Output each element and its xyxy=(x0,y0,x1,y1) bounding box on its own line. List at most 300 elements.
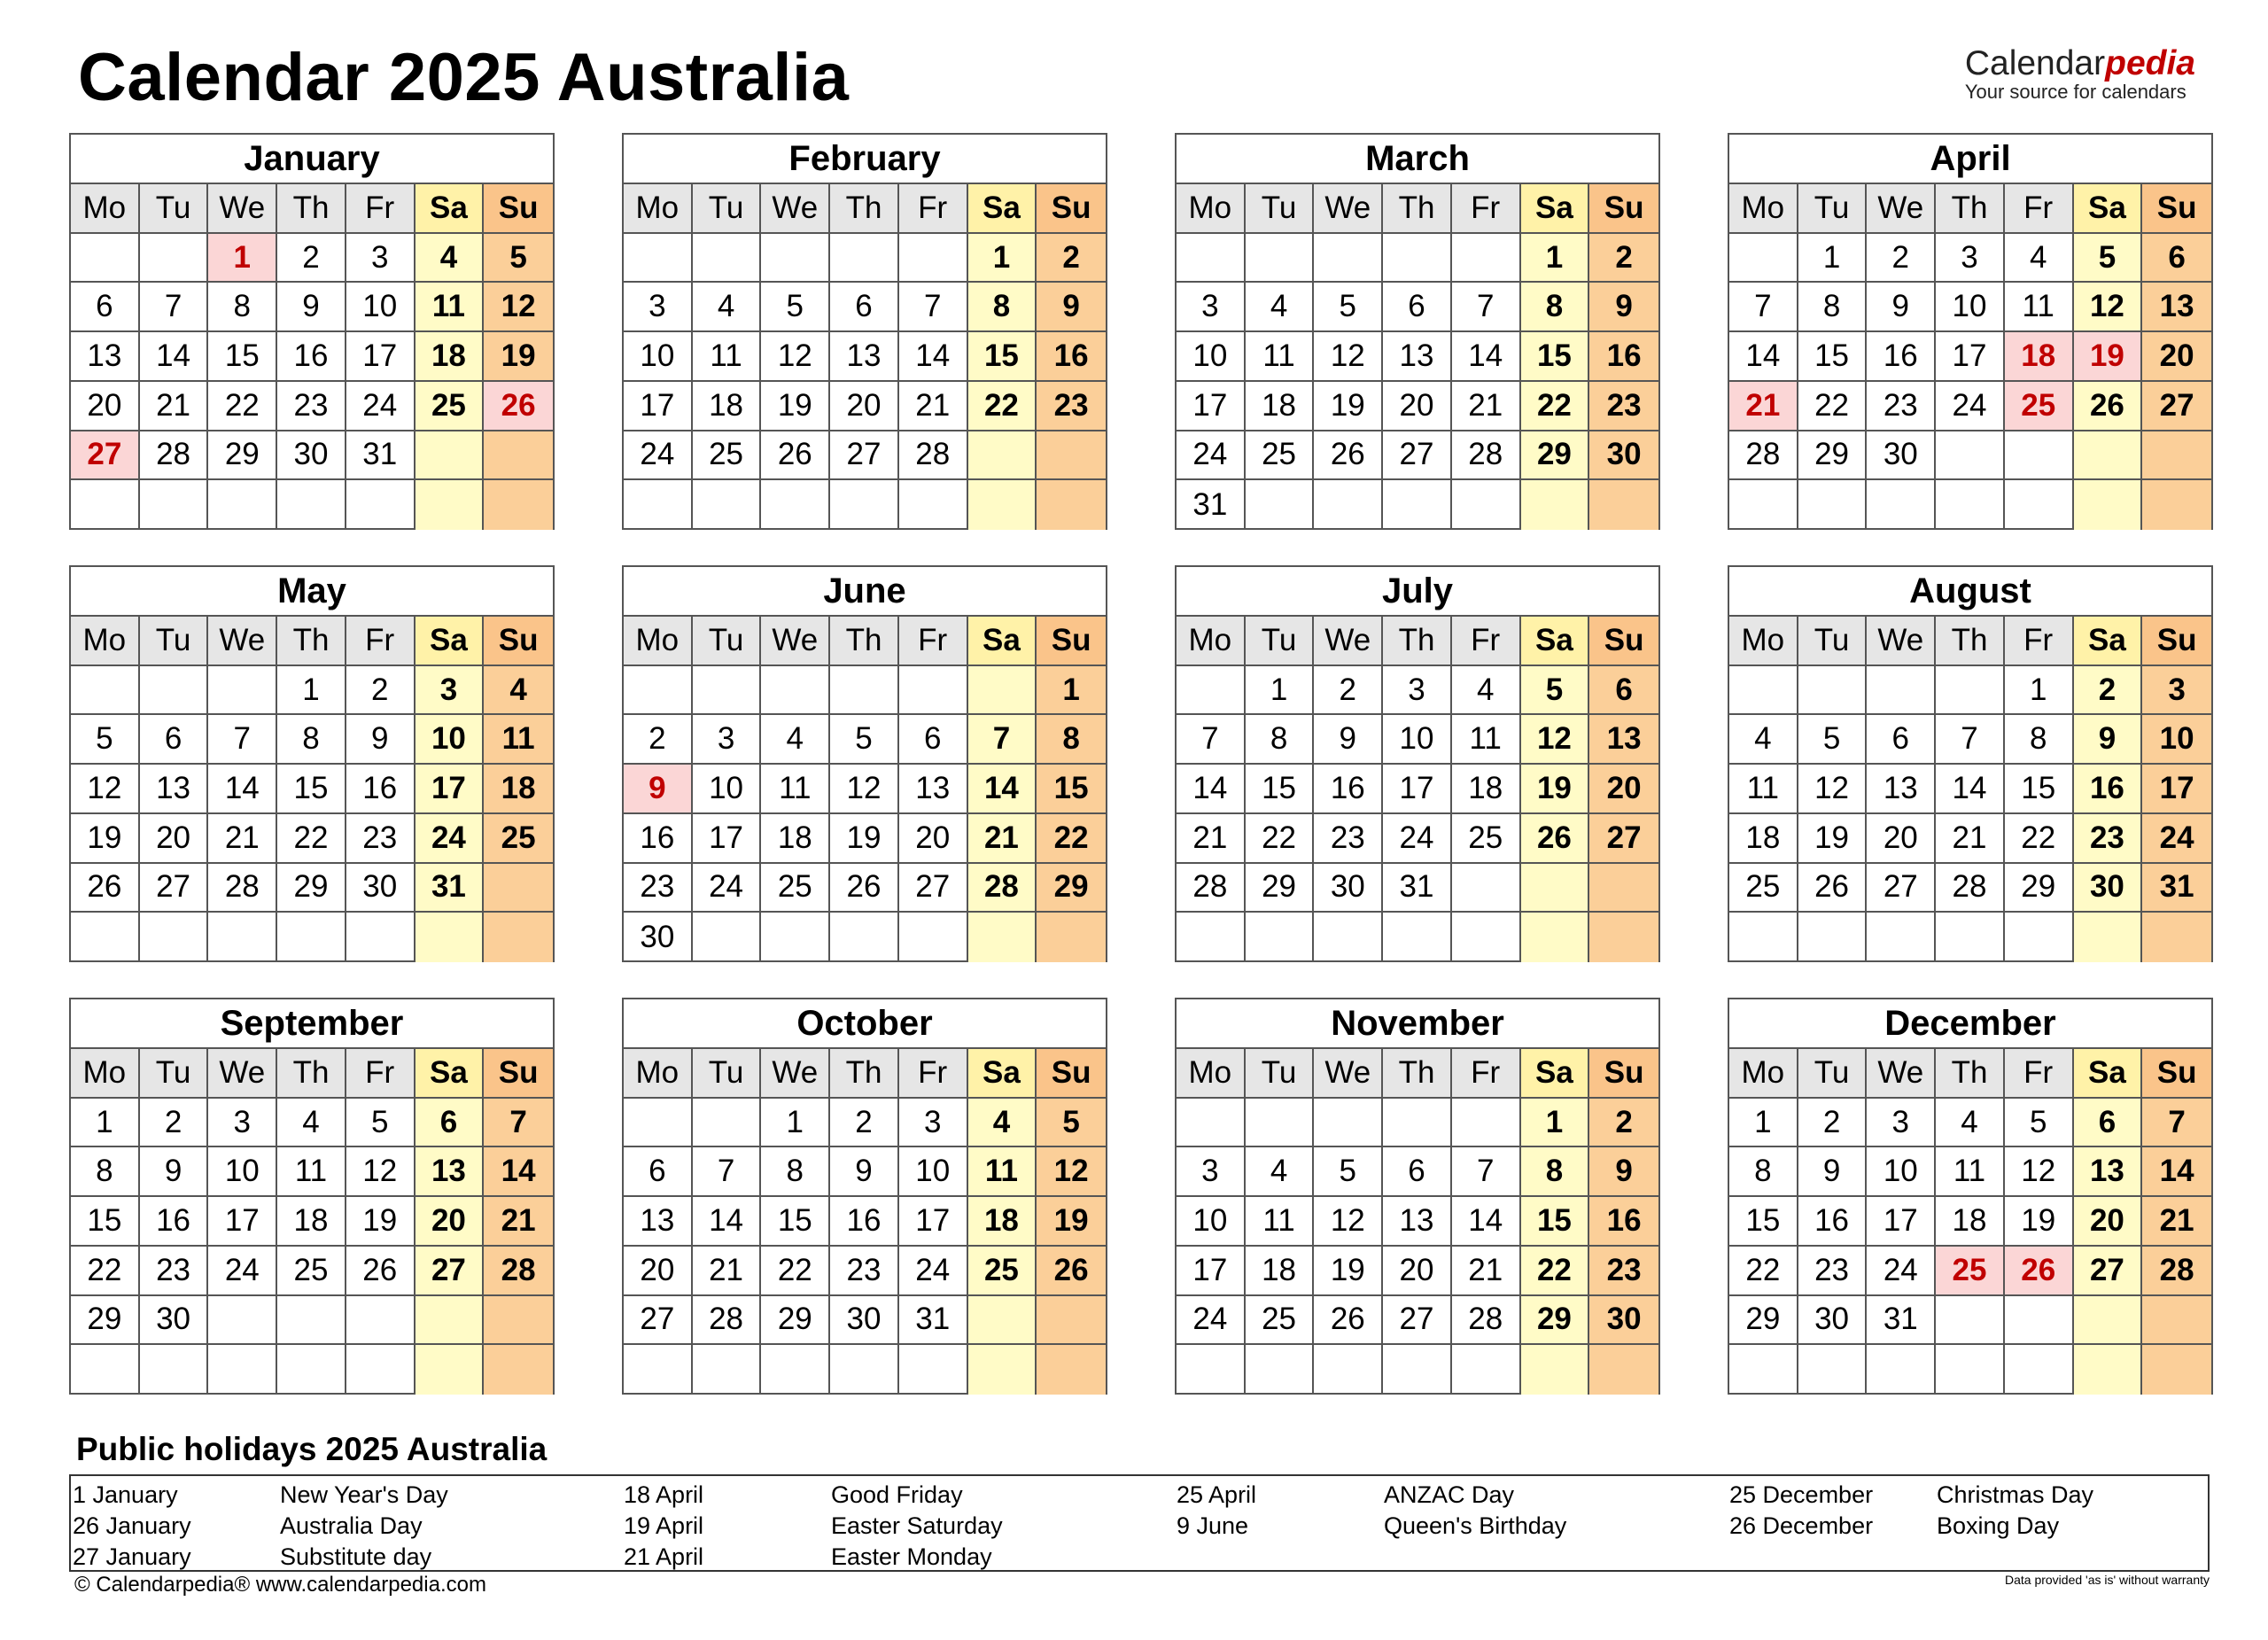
day-cell[interactable]: 16 xyxy=(277,332,346,382)
day-cell[interactable]: 3 xyxy=(693,715,762,765)
day-cell[interactable]: 9 xyxy=(346,715,416,765)
day-cell[interactable]: 27 xyxy=(140,864,209,913)
day-cell[interactable]: 19 xyxy=(1798,814,1868,864)
day-cell[interactable]: 2 xyxy=(1589,234,1658,284)
day-cell[interactable]: 14 xyxy=(693,1197,762,1247)
day-cell[interactable]: 13 xyxy=(830,332,899,382)
day-cell[interactable]: 29 xyxy=(71,1296,140,1346)
day-cell[interactable]: 30 xyxy=(1589,431,1658,481)
day-cell[interactable]: 27 xyxy=(1383,431,1452,481)
day-cell[interactable]: 6 xyxy=(2074,1099,2143,1148)
day-cell[interactable]: 19 xyxy=(761,382,830,431)
day-cell[interactable]: 31 xyxy=(416,864,485,913)
brand-logo[interactable] xyxy=(1965,44,2195,103)
day-cell[interactable]: 11 xyxy=(277,1147,346,1197)
day-cell[interactable]: 14 xyxy=(968,765,1037,814)
day-cell[interactable]: 16 xyxy=(624,814,693,864)
day-cell[interactable]: 17 xyxy=(1936,332,2005,382)
day-cell[interactable]: 8 xyxy=(761,1147,830,1197)
day-cell[interactable]: 22 xyxy=(1521,382,1590,431)
day-cell[interactable]: 8 xyxy=(968,283,1037,332)
day-cell[interactable]: 29 xyxy=(1521,431,1590,481)
day-cell[interactable]: 17 xyxy=(1383,765,1452,814)
day-cell[interactable]: 30 xyxy=(346,864,416,913)
day-cell[interactable]: 23 xyxy=(140,1247,209,1296)
day-cell[interactable]: 15 xyxy=(71,1197,140,1247)
day-cell[interactable]: 11 xyxy=(761,765,830,814)
day-cell[interactable]: 17 xyxy=(346,332,416,382)
day-cell[interactable]: 3 xyxy=(208,1099,277,1148)
day-cell[interactable]: 13 xyxy=(2142,283,2211,332)
day-cell[interactable]: 3 xyxy=(1177,283,1246,332)
day-cell[interactable]: 21 xyxy=(2142,1197,2211,1247)
day-cell[interactable]: 24 xyxy=(899,1247,968,1296)
day-cell[interactable]: 12 xyxy=(761,332,830,382)
day-cell[interactable]: 5 xyxy=(1798,715,1868,765)
day-cell[interactable]: 23 xyxy=(1798,1247,1868,1296)
day-cell[interactable]: 19 xyxy=(830,814,899,864)
day-cell[interactable]: 12 xyxy=(2074,283,2143,332)
day-cell[interactable]: 4 xyxy=(416,234,485,284)
day-cell[interactable]: 23 xyxy=(2074,814,2143,864)
day-cell[interactable]: 27 xyxy=(1867,864,1936,913)
day-cell[interactable]: 25 xyxy=(761,864,830,913)
day-cell[interactable]: 16 xyxy=(1798,1197,1868,1247)
day-cell[interactable]: 26 xyxy=(1798,864,1868,913)
day-cell[interactable]: 13 xyxy=(1867,765,1936,814)
day-cell[interactable]: 12 xyxy=(1314,332,1383,382)
day-cell[interactable]: 17 xyxy=(208,1197,277,1247)
day-cell[interactable]: 19 xyxy=(71,814,140,864)
day-cell[interactable]: 9 xyxy=(1314,715,1383,765)
day-cell[interactable]: 26 xyxy=(830,864,899,913)
day-cell[interactable]: 2 xyxy=(1037,234,1106,284)
day-cell[interactable]: 1 xyxy=(1037,666,1106,716)
day-cell[interactable]: 6 xyxy=(624,1147,693,1197)
day-cell[interactable]: 13 xyxy=(2074,1147,2143,1197)
day-cell[interactable]: 1 xyxy=(277,666,346,716)
day-cell[interactable]: 19 xyxy=(2074,332,2143,382)
day-cell[interactable]: 6 xyxy=(830,283,899,332)
day-cell[interactable]: 16 xyxy=(1314,765,1383,814)
day-cell[interactable]: 18 xyxy=(277,1197,346,1247)
day-cell[interactable]: 5 xyxy=(2074,234,2143,284)
day-cell[interactable]: 24 xyxy=(1867,1247,1936,1296)
day-cell[interactable]: 28 xyxy=(968,864,1037,913)
day-cell[interactable]: 10 xyxy=(2142,715,2211,765)
day-cell[interactable]: 15 xyxy=(208,332,277,382)
day-cell[interactable]: 24 xyxy=(416,814,485,864)
day-cell[interactable]: 30 xyxy=(140,1296,209,1346)
day-cell[interactable]: 26 xyxy=(2074,382,2143,431)
day-cell[interactable]: 18 xyxy=(1936,1197,2005,1247)
day-cell[interactable]: 8 xyxy=(2005,715,2074,765)
day-cell[interactable]: 19 xyxy=(1037,1197,1106,1247)
day-cell[interactable]: 23 xyxy=(830,1247,899,1296)
day-cell[interactable]: 25 xyxy=(1936,1247,2005,1296)
day-cell[interactable]: 4 xyxy=(1729,715,1798,765)
day-cell[interactable]: 10 xyxy=(1177,1197,1246,1247)
day-cell[interactable]: 3 xyxy=(1177,1147,1246,1197)
day-cell[interactable]: 17 xyxy=(1177,382,1246,431)
day-cell[interactable]: 11 xyxy=(1452,715,1521,765)
day-cell[interactable]: 10 xyxy=(346,283,416,332)
day-cell[interactable]: 21 xyxy=(1729,382,1798,431)
day-cell[interactable]: 22 xyxy=(1521,1247,1590,1296)
day-cell[interactable]: 7 xyxy=(140,283,209,332)
day-cell[interactable]: 19 xyxy=(346,1197,416,1247)
day-cell[interactable]: 9 xyxy=(2074,715,2143,765)
day-cell[interactable]: 22 xyxy=(1246,814,1315,864)
day-cell[interactable]: 21 xyxy=(1177,814,1246,864)
day-cell[interactable]: 2 xyxy=(1798,1099,1868,1148)
day-cell[interactable]: 13 xyxy=(140,765,209,814)
day-cell[interactable]: 31 xyxy=(1383,864,1452,913)
day-cell[interactable]: 13 xyxy=(71,332,140,382)
day-cell[interactable]: 16 xyxy=(830,1197,899,1247)
day-cell[interactable]: 26 xyxy=(484,382,553,431)
day-cell[interactable]: 20 xyxy=(1867,814,1936,864)
day-cell[interactable]: 23 xyxy=(1037,382,1106,431)
day-cell[interactable]: 27 xyxy=(416,1247,485,1296)
day-cell[interactable]: 1 xyxy=(1798,234,1868,284)
day-cell[interactable]: 10 xyxy=(693,765,762,814)
day-cell[interactable]: 6 xyxy=(416,1099,485,1148)
day-cell[interactable]: 22 xyxy=(208,382,277,431)
day-cell[interactable]: 20 xyxy=(624,1247,693,1296)
day-cell[interactable]: 8 xyxy=(71,1147,140,1197)
day-cell[interactable]: 24 xyxy=(693,864,762,913)
day-cell[interactable]: 24 xyxy=(1383,814,1452,864)
day-cell[interactable]: 18 xyxy=(693,382,762,431)
day-cell[interactable]: 1 xyxy=(1521,1099,1590,1148)
day-cell[interactable]: 5 xyxy=(761,283,830,332)
day-cell[interactable]: 15 xyxy=(1037,765,1106,814)
day-cell[interactable]: 27 xyxy=(1383,1296,1452,1346)
day-cell[interactable]: 4 xyxy=(277,1099,346,1148)
day-cell[interactable]: 5 xyxy=(830,715,899,765)
day-cell[interactable]: 7 xyxy=(2142,1099,2211,1148)
day-cell[interactable]: 14 xyxy=(484,1147,553,1197)
day-cell[interactable]: 7 xyxy=(1936,715,2005,765)
day-cell[interactable]: 23 xyxy=(1314,814,1383,864)
day-cell[interactable]: 22 xyxy=(71,1247,140,1296)
day-cell[interactable]: 18 xyxy=(2005,332,2074,382)
day-cell[interactable]: 3 xyxy=(624,283,693,332)
day-cell[interactable]: 25 xyxy=(968,1247,1037,1296)
day-cell[interactable]: 16 xyxy=(140,1197,209,1247)
day-cell[interactable]: 18 xyxy=(416,332,485,382)
day-cell[interactable]: 24 xyxy=(346,382,416,431)
day-cell[interactable]: 7 xyxy=(208,715,277,765)
day-cell[interactable]: 28 xyxy=(1177,864,1246,913)
day-cell[interactable]: 31 xyxy=(346,431,416,481)
day-cell[interactable]: 3 xyxy=(1936,234,2005,284)
day-cell[interactable]: 17 xyxy=(2142,765,2211,814)
day-cell[interactable]: 9 xyxy=(1589,283,1658,332)
day-cell[interactable]: 25 xyxy=(484,814,553,864)
day-cell[interactable]: 20 xyxy=(140,814,209,864)
day-cell[interactable]: 27 xyxy=(899,864,968,913)
day-cell[interactable]: 30 xyxy=(830,1296,899,1346)
day-cell[interactable]: 12 xyxy=(2005,1147,2074,1197)
day-cell[interactable]: 29 xyxy=(1037,864,1106,913)
day-cell[interactable]: 25 xyxy=(277,1247,346,1296)
day-cell[interactable]: 3 xyxy=(346,234,416,284)
day-cell[interactable]: 21 xyxy=(208,814,277,864)
day-cell[interactable]: 5 xyxy=(1314,283,1383,332)
day-cell[interactable]: 29 xyxy=(2005,864,2074,913)
day-cell[interactable]: 16 xyxy=(2074,765,2143,814)
day-cell[interactable]: 15 xyxy=(1521,1197,1590,1247)
day-cell[interactable]: 6 xyxy=(899,715,968,765)
day-cell[interactable]: 17 xyxy=(899,1197,968,1247)
day-cell[interactable]: 2 xyxy=(140,1099,209,1148)
day-cell[interactable]: 5 xyxy=(71,715,140,765)
day-cell[interactable]: 15 xyxy=(761,1197,830,1247)
day-cell[interactable]: 8 xyxy=(1246,715,1315,765)
day-cell[interactable]: 12 xyxy=(484,283,553,332)
day-cell[interactable]: 20 xyxy=(899,814,968,864)
day-cell[interactable]: 9 xyxy=(1589,1147,1658,1197)
day-cell[interactable]: 17 xyxy=(624,382,693,431)
day-cell[interactable]: 13 xyxy=(899,765,968,814)
day-cell[interactable]: 27 xyxy=(830,431,899,481)
day-cell[interactable]: 13 xyxy=(1383,1197,1452,1247)
day-cell[interactable]: 27 xyxy=(2074,1247,2143,1296)
day-cell[interactable]: 2 xyxy=(277,234,346,284)
day-cell[interactable]: 18 xyxy=(1246,382,1315,431)
day-cell[interactable]: 24 xyxy=(208,1247,277,1296)
day-cell[interactable]: 27 xyxy=(624,1296,693,1346)
day-cell[interactable]: 24 xyxy=(1177,1296,1246,1346)
day-cell[interactable]: 21 xyxy=(693,1247,762,1296)
day-cell[interactable]: 16 xyxy=(1589,1197,1658,1247)
day-cell[interactable]: 22 xyxy=(1729,1247,1798,1296)
day-cell[interactable]: 31 xyxy=(2142,864,2211,913)
day-cell[interactable]: 7 xyxy=(1452,283,1521,332)
day-cell[interactable]: 21 xyxy=(484,1197,553,1247)
day-cell[interactable]: 10 xyxy=(208,1147,277,1197)
day-cell[interactable]: 19 xyxy=(2005,1197,2074,1247)
day-cell[interactable]: 17 xyxy=(416,765,485,814)
day-cell[interactable]: 1 xyxy=(71,1099,140,1148)
day-cell[interactable]: 9 xyxy=(140,1147,209,1197)
day-cell[interactable]: 8 xyxy=(1521,1147,1590,1197)
day-cell[interactable]: 5 xyxy=(1521,666,1590,716)
day-cell[interactable]: 11 xyxy=(1246,1197,1315,1247)
day-cell[interactable]: 22 xyxy=(277,814,346,864)
day-cell[interactable]: 17 xyxy=(1177,1247,1246,1296)
day-cell[interactable]: 3 xyxy=(1867,1099,1936,1148)
day-cell[interactable]: 6 xyxy=(1589,666,1658,716)
day-cell[interactable]: 7 xyxy=(484,1099,553,1148)
day-cell[interactable]: 24 xyxy=(1177,431,1246,481)
day-cell[interactable]: 15 xyxy=(968,332,1037,382)
day-cell[interactable]: 23 xyxy=(346,814,416,864)
day-cell[interactable]: 6 xyxy=(1867,715,1936,765)
day-cell[interactable]: 1 xyxy=(1246,666,1315,716)
day-cell[interactable]: 24 xyxy=(1936,382,2005,431)
day-cell[interactable]: 6 xyxy=(71,283,140,332)
day-cell[interactable]: 2 xyxy=(830,1099,899,1148)
day-cell[interactable]: 12 xyxy=(1521,715,1590,765)
day-cell[interactable]: 21 xyxy=(1452,382,1521,431)
day-cell[interactable]: 7 xyxy=(1729,283,1798,332)
day-cell[interactable]: 25 xyxy=(693,431,762,481)
day-cell[interactable]: 6 xyxy=(2142,234,2211,284)
day-cell[interactable]: 27 xyxy=(2142,382,2211,431)
day-cell[interactable]: 28 xyxy=(1452,1296,1521,1346)
day-cell[interactable]: 2 xyxy=(346,666,416,716)
day-cell[interactable]: 4 xyxy=(693,283,762,332)
day-cell[interactable]: 14 xyxy=(1936,765,2005,814)
day-cell[interactable]: 20 xyxy=(830,382,899,431)
day-cell[interactable]: 7 xyxy=(899,283,968,332)
day-cell[interactable]: 30 xyxy=(2074,864,2143,913)
day-cell[interactable]: 9 xyxy=(277,283,346,332)
day-cell[interactable]: 1 xyxy=(208,234,277,284)
day-cell[interactable]: 27 xyxy=(71,431,140,481)
day-cell[interactable]: 16 xyxy=(1589,332,1658,382)
day-cell[interactable]: 24 xyxy=(624,431,693,481)
day-cell[interactable]: 10 xyxy=(899,1147,968,1197)
day-cell[interactable]: 20 xyxy=(1383,1247,1452,1296)
day-cell[interactable]: 26 xyxy=(2005,1247,2074,1296)
day-cell[interactable]: 29 xyxy=(1246,864,1315,913)
day-cell[interactable]: 30 xyxy=(1589,1296,1658,1346)
day-cell[interactable]: 26 xyxy=(1037,1247,1106,1296)
day-cell[interactable]: 14 xyxy=(899,332,968,382)
day-cell[interactable]: 16 xyxy=(1867,332,1936,382)
day-cell[interactable]: 26 xyxy=(761,431,830,481)
day-cell[interactable]: 17 xyxy=(693,814,762,864)
day-cell[interactable]: 6 xyxy=(140,715,209,765)
day-cell[interactable]: 27 xyxy=(1589,814,1658,864)
day-cell[interactable]: 21 xyxy=(1452,1247,1521,1296)
day-cell[interactable]: 18 xyxy=(761,814,830,864)
day-cell[interactable]: 5 xyxy=(1037,1099,1106,1148)
day-cell[interactable]: 7 xyxy=(1452,1147,1521,1197)
day-cell[interactable]: 28 xyxy=(1729,431,1798,481)
day-cell[interactable]: 26 xyxy=(1521,814,1590,864)
day-cell[interactable]: 1 xyxy=(968,234,1037,284)
day-cell[interactable]: 8 xyxy=(1037,715,1106,765)
day-cell[interactable]: 30 xyxy=(624,913,693,962)
day-cell[interactable]: 12 xyxy=(1037,1147,1106,1197)
day-cell[interactable]: 8 xyxy=(208,283,277,332)
day-cell[interactable]: 28 xyxy=(693,1296,762,1346)
day-cell[interactable]: 8 xyxy=(1521,283,1590,332)
day-cell[interactable]: 22 xyxy=(968,382,1037,431)
day-cell[interactable]: 30 xyxy=(1867,431,1936,481)
day-cell[interactable]: 26 xyxy=(1314,431,1383,481)
day-cell[interactable]: 24 xyxy=(2142,814,2211,864)
day-cell[interactable]: 8 xyxy=(1729,1147,1798,1197)
day-cell[interactable]: 5 xyxy=(2005,1099,2074,1148)
day-cell[interactable]: 8 xyxy=(277,715,346,765)
day-cell[interactable]: 21 xyxy=(899,382,968,431)
day-cell[interactable]: 28 xyxy=(1936,864,2005,913)
day-cell[interactable]: 11 xyxy=(1729,765,1798,814)
day-cell[interactable]: 4 xyxy=(1246,283,1315,332)
day-cell[interactable]: 30 xyxy=(277,431,346,481)
day-cell[interactable]: 19 xyxy=(1314,382,1383,431)
day-cell[interactable]: 20 xyxy=(1589,765,1658,814)
day-cell[interactable]: 15 xyxy=(1798,332,1868,382)
day-cell[interactable]: 25 xyxy=(416,382,485,431)
day-cell[interactable]: 14 xyxy=(1452,332,1521,382)
day-cell[interactable]: 10 xyxy=(624,332,693,382)
day-cell[interactable]: 9 xyxy=(624,765,693,814)
day-cell[interactable]: 20 xyxy=(71,382,140,431)
day-cell[interactable]: 23 xyxy=(1589,1247,1658,1296)
day-cell[interactable]: 4 xyxy=(1246,1147,1315,1197)
day-cell[interactable]: 28 xyxy=(208,864,277,913)
day-cell[interactable]: 8 xyxy=(1798,283,1868,332)
day-cell[interactable]: 31 xyxy=(899,1296,968,1346)
day-cell[interactable]: 31 xyxy=(1177,480,1246,530)
day-cell[interactable]: 2 xyxy=(624,715,693,765)
day-cell[interactable]: 4 xyxy=(1936,1099,2005,1148)
day-cell[interactable]: 11 xyxy=(1936,1147,2005,1197)
day-cell[interactable]: 14 xyxy=(1729,332,1798,382)
day-cell[interactable]: 29 xyxy=(1521,1296,1590,1346)
day-cell[interactable]: 2 xyxy=(2074,666,2143,716)
day-cell[interactable]: 9 xyxy=(1798,1147,1868,1197)
day-cell[interactable]: 19 xyxy=(1521,765,1590,814)
day-cell[interactable]: 7 xyxy=(968,715,1037,765)
day-cell[interactable]: 7 xyxy=(693,1147,762,1197)
day-cell[interactable]: 17 xyxy=(1867,1197,1936,1247)
day-cell[interactable]: 22 xyxy=(2005,814,2074,864)
day-cell[interactable]: 14 xyxy=(2142,1147,2211,1197)
day-cell[interactable]: 23 xyxy=(1867,382,1936,431)
day-cell[interactable]: 20 xyxy=(1383,382,1452,431)
day-cell[interactable]: 4 xyxy=(1452,666,1521,716)
day-cell[interactable]: 2 xyxy=(1867,234,1936,284)
day-cell[interactable]: 15 xyxy=(277,765,346,814)
day-cell[interactable]: 9 xyxy=(830,1147,899,1197)
day-cell[interactable]: 20 xyxy=(2142,332,2211,382)
day-cell[interactable]: 28 xyxy=(140,431,209,481)
day-cell[interactable]: 29 xyxy=(208,431,277,481)
day-cell[interactable]: 30 xyxy=(1798,1296,1868,1346)
day-cell[interactable]: 12 xyxy=(1798,765,1868,814)
day-cell[interactable]: 4 xyxy=(2005,234,2074,284)
day-cell[interactable]: 15 xyxy=(1521,332,1590,382)
day-cell[interactable]: 21 xyxy=(140,382,209,431)
day-cell[interactable]: 13 xyxy=(416,1147,485,1197)
day-cell[interactable]: 18 xyxy=(1246,1247,1315,1296)
day-cell[interactable]: 28 xyxy=(899,431,968,481)
day-cell[interactable]: 29 xyxy=(1798,431,1868,481)
day-cell[interactable]: 16 xyxy=(346,765,416,814)
day-cell[interactable]: 5 xyxy=(1314,1147,1383,1197)
day-cell[interactable]: 29 xyxy=(761,1296,830,1346)
day-cell[interactable]: 22 xyxy=(761,1247,830,1296)
day-cell[interactable]: 25 xyxy=(1246,431,1315,481)
day-cell[interactable]: 23 xyxy=(277,382,346,431)
day-cell[interactable]: 20 xyxy=(2074,1197,2143,1247)
day-cell[interactable]: 18 xyxy=(968,1197,1037,1247)
day-cell[interactable]: 10 xyxy=(1936,283,2005,332)
day-cell[interactable]: 1 xyxy=(1729,1099,1798,1148)
day-cell[interactable]: 3 xyxy=(899,1099,968,1148)
day-cell[interactable]: 2 xyxy=(1314,666,1383,716)
day-cell[interactable]: 9 xyxy=(1037,283,1106,332)
day-cell[interactable]: 4 xyxy=(968,1099,1037,1148)
